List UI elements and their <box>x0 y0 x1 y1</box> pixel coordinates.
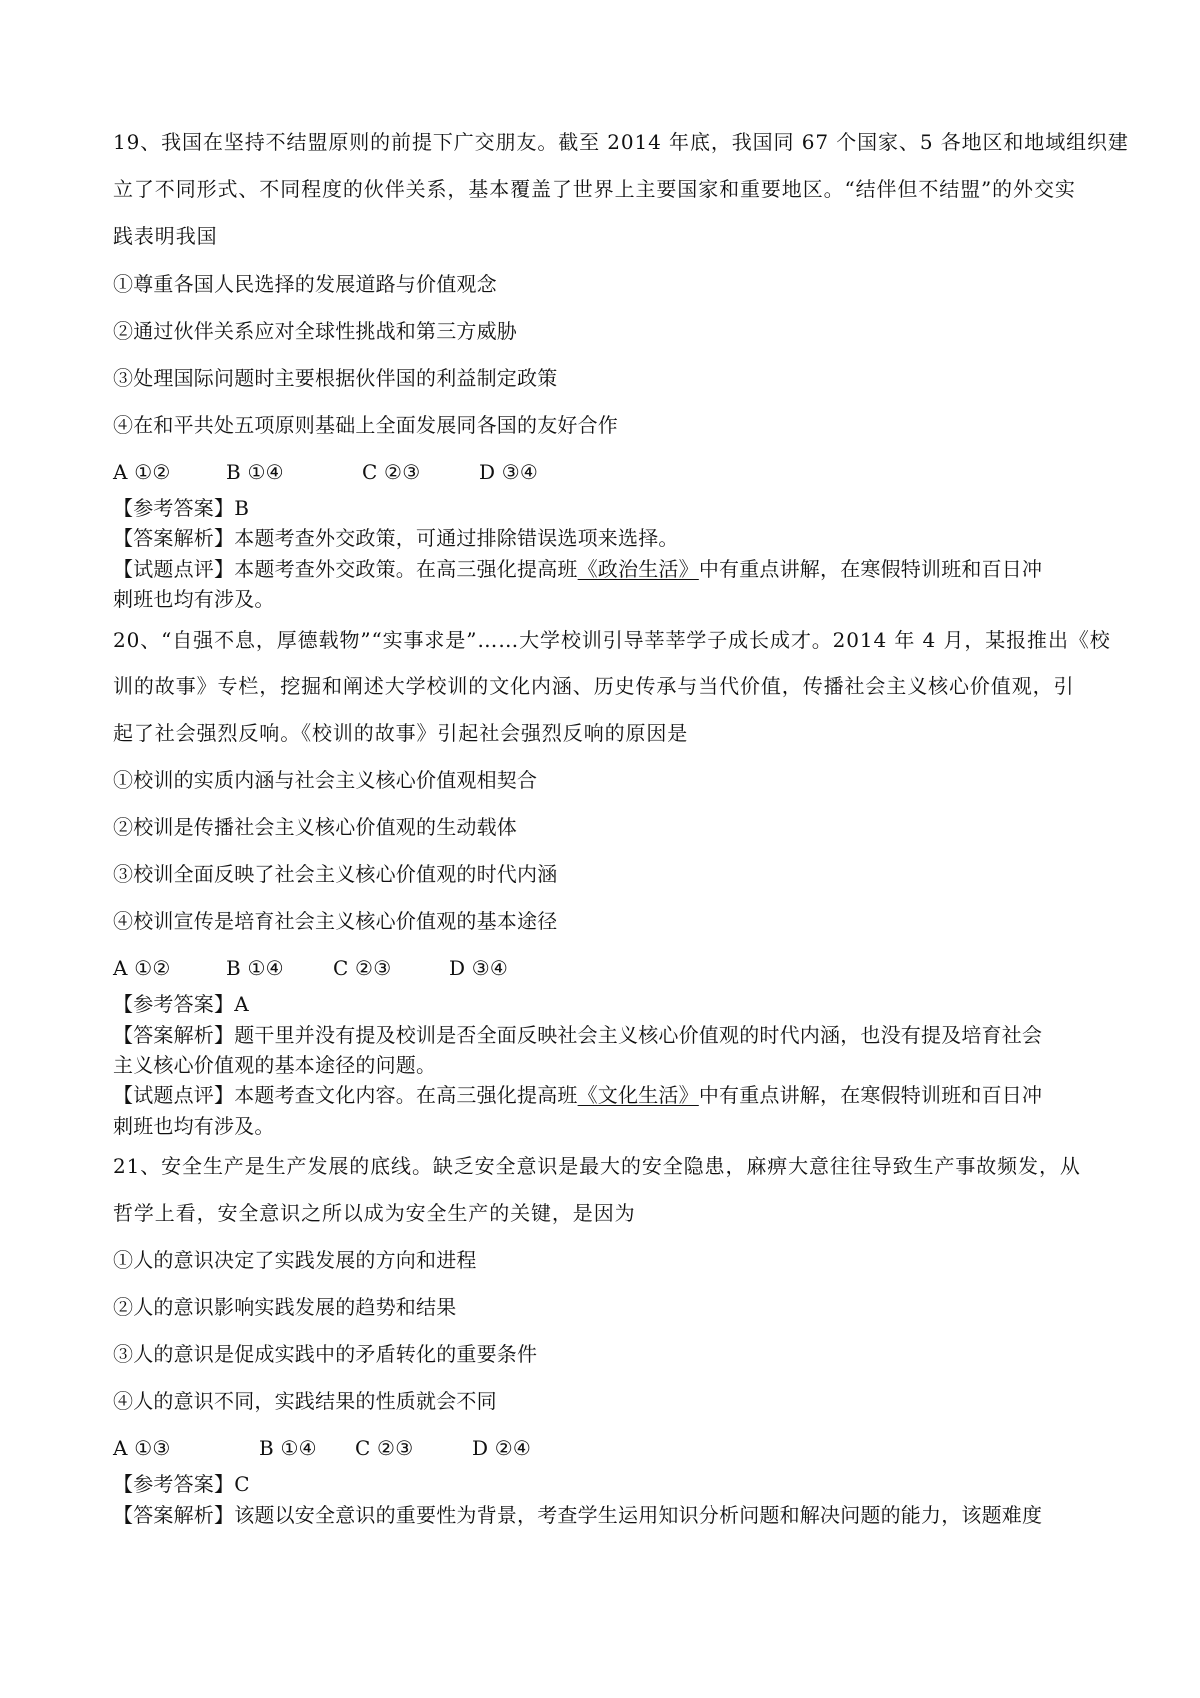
q20-analysis-line-2: 主义核心价值观的基本途径的问题。 <box>113 1053 437 1077</box>
q19-option-c: C ②③ <box>362 460 421 484</box>
q21-answer <box>113 1470 1103 1498</box>
q19-item-3: ③处理国际问题时主要根据伙伴国的利益制定政策 <box>113 366 558 390</box>
q19-comment-line-2: 刺班也均有涉及。 <box>113 587 275 611</box>
q19-stem-line-2: 立了不同形式、不同程度的伙伴关系，基本覆盖了世界上主要国家和重要地区。“结伴但不结盟”的外交实 <box>113 177 1076 201</box>
answer-value: C <box>234 1472 250 1496</box>
analysis-label: 【答案解析】 <box>113 1503 235 1527</box>
q19-item-2: ②通过伙伴关系应对全球性挑战和第三方威胁 <box>113 319 517 343</box>
q21-item-2: ②人的意识影响实践发展的趋势和结果 <box>113 1295 457 1319</box>
q20-option-d: D ③④ <box>449 956 509 980</box>
q20-item-2: ②校训是传播社会主义核心价值观的生动载体 <box>113 815 517 839</box>
q21-option-b: B ①④ <box>259 1436 317 1460</box>
q20-stem-line-3: 起了社会强烈反响。《校训的故事》引起社会强烈反响的原因是 <box>113 721 689 745</box>
q19-analysis <box>113 524 1103 552</box>
q21-option-d: D ②④ <box>472 1436 532 1460</box>
q21-analysis <box>113 1501 1103 1529</box>
q19-comment <box>113 555 1103 583</box>
analysis-label: 【答案解析】 <box>113 526 235 550</box>
comment-text-after: 中有重点讲解，在寒假特训班和百日冲 <box>698 1083 1043 1107</box>
comment-text-after: 中有重点讲解，在寒假特训班和百日冲 <box>698 557 1043 581</box>
q20-analysis <box>113 1021 1103 1049</box>
comment-text-before: 本题考查文化内容。在高三强化提高班 <box>234 1083 578 1107</box>
q20-item-4: ④校训宣传是培育社会主义核心价值观的基本途径 <box>113 909 558 933</box>
q19-item-4: ④在和平共处五项原则基础上全面发展同各国的友好合作 <box>113 413 618 437</box>
analysis-text: 该题以安全意识的重要性为背景，考查学生运用知识分析问题和解决问题的能力，该题难度 <box>234 1503 1043 1527</box>
q19-answer <box>113 494 1103 522</box>
analysis-label: 【答案解析】 <box>113 1023 235 1047</box>
q20-option-a: A ①② <box>113 956 171 980</box>
comment-label: 【试题点评】 <box>113 557 235 581</box>
q21-item-1: ①人的意识决定了实践发展的方向和进程 <box>113 1248 477 1272</box>
answer-label: 【参考答案】 <box>113 1472 235 1496</box>
q21-stem-line-1: 21、安全生产是生产发展的底线。缺乏安全意识是最大的安全隐患，麻痹大意往往导致生产事故频发，从 <box>113 1154 1081 1178</box>
q21-option-c: C ②③ <box>355 1436 414 1460</box>
q21-item-3: ③人的意识是促成实践中的矛盾转化的重要条件 <box>113 1342 538 1366</box>
comment-book-title: 《政治生活》 <box>577 557 699 581</box>
q19-option-b: B ①④ <box>226 460 284 484</box>
answer-label: 【参考答案】 <box>113 992 235 1016</box>
comment-book-title: 《文化生活》 <box>577 1083 699 1107</box>
answer-value: B <box>234 496 250 520</box>
q19-option-a: A ①② <box>113 460 171 484</box>
analysis-text: 本题考查外交政策，可通过排除错误选项来选择。 <box>234 526 679 550</box>
q21-option-a: A ①③ <box>113 1436 171 1460</box>
analysis-text: 题干里并没有提及校训是否全面反映社会主义核心价值观的时代内涵，也没有提及培育社会 <box>234 1023 1043 1047</box>
q19-stem-line-1: 19、我国在坚持不结盟原则的前提下广交朋友。截至 2014 年底，我国同 67 个国家、5 各地区和地域组织建 <box>113 130 1129 154</box>
answer-label: 【参考答案】 <box>113 496 235 520</box>
comment-label: 【试题点评】 <box>113 1083 235 1107</box>
q21-item-4: ④人的意识不同，实践结果的性质就会不同 <box>113 1389 497 1413</box>
q21-stem-line-2: 哲学上看，安全意识之所以成为安全生产的关键，是因为 <box>113 1201 636 1225</box>
q20-comment-line-2: 刺班也均有涉及。 <box>113 1114 275 1138</box>
comment-text-before: 本题考查外交政策。在高三强化提高班 <box>234 557 578 581</box>
q20-item-1: ①校训的实质内涵与社会主义核心价值观相契合 <box>113 768 538 792</box>
q20-stem-line-2: 训的故事》专栏，挖掘和阐述大学校训的文化内涵、历史传承与当代价值，传播社会主义核心价值观，引 <box>113 674 1075 698</box>
q19-option-d: D ③④ <box>479 460 539 484</box>
q20-stem-line-1: 20、“自强不息，厚德载物”“实事求是”……大学校训引导莘莘学子成长成才。2014 年 4 月，某报推出《校 <box>113 628 1111 652</box>
answer-value: A <box>234 992 249 1016</box>
q20-comment <box>113 1081 1103 1109</box>
q19-item-1: ①尊重各国人民选择的发展道路与价值观念 <box>113 272 497 296</box>
q20-option-c: C ②③ <box>333 956 392 980</box>
q19-stem-line-3: 践表明我国 <box>113 224 218 248</box>
q20-option-b: B ①④ <box>226 956 284 980</box>
q20-item-3: ③校训全面反映了社会主义核心价值观的时代内涵 <box>113 862 558 886</box>
q20-answer <box>113 990 1103 1018</box>
